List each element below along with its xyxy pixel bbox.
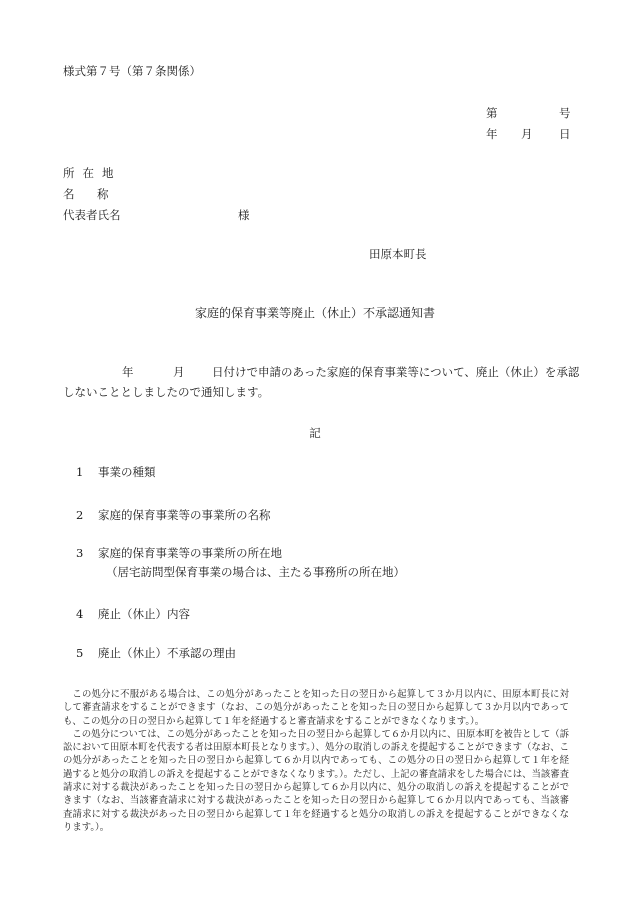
notice-paragraph: この処分に不服がある場合は、この処分があったことを知った日の翌日から起算して３か月以内に、田原本町長に対して審査請求をすることができます（なお、この処分があったことを知った日の翌日から起算して３か月以内であっても、この処分の日の翌日から起算して１年を経過すると審査請求をすることができなくなります。）。 bbox=[63, 689, 569, 727]
ki-heading: 記 bbox=[309, 426, 321, 440]
name-label-char-1: 名 bbox=[63, 187, 75, 201]
item-number: 1 bbox=[76, 465, 84, 479]
name-label-char-2: 称 bbox=[97, 187, 109, 201]
item-text: 家庭的保育事業等の事業所の所在地 bbox=[98, 546, 282, 560]
representative-label: 代表者氏名 bbox=[63, 208, 121, 222]
notice-paragraph: この処分については、この処分があったことを知った日の翌日から起算して６か月以内に、田原本町を被告として（訴訟において田原本町を代表する者は田原本町長となります。）、処分の取消しの訴えを提起することができます（なお、この処分があったことを知った日の翌日から起算して６か月以内であっても、この処分の日の翌日から起算して１年を経過すると処分の取消しの訴えを提起することができなくなります。）。ただし、上記の審査請求をした場合には、当該審査請求に対する裁決があったことを知った日の翌日から起算して６か月以内に、処分の取消しの訴えを提起することができます（なお、当該審査請求に対する裁決があったことを知った日の翌日から起算して６か月以内であっても、当該審査請求に対する裁決があった日の翌日から起算して１年を経過すると処分の取消しの訴えを提起することができなくなります。）。 bbox=[63, 728, 569, 833]
item-number: 5 bbox=[76, 646, 84, 660]
date-month-label: 月 bbox=[521, 127, 533, 141]
body-line-2: しないこととしましたので通知します。 bbox=[63, 385, 270, 399]
honorific: 様 bbox=[238, 208, 250, 222]
item-number: 2 bbox=[76, 508, 84, 522]
doc-number-label: 第 bbox=[486, 106, 498, 120]
name-label bbox=[63, 187, 109, 201]
date-year-label: 年 bbox=[486, 127, 498, 141]
item-number: 3 bbox=[76, 546, 84, 560]
sender-name: 田原本町長 bbox=[369, 247, 427, 261]
item-text: 事業の種類 bbox=[98, 465, 156, 479]
item-text: 家庭的保育事業等の事業所の名称 bbox=[98, 508, 271, 522]
doc-number-suffix: 号 bbox=[559, 106, 571, 120]
form-number: 様式第７号（第７条関係） bbox=[63, 64, 201, 78]
body-month-label: 月 bbox=[173, 365, 185, 379]
address-label: 所在地 bbox=[63, 166, 122, 180]
date-day-label: 日 bbox=[559, 127, 571, 141]
document-title: 家庭的保育事業等廃止（休止）不承認通知書 bbox=[194, 306, 435, 320]
item-number: 4 bbox=[76, 607, 84, 621]
item-text: 廃止（休止）不承認の理由 bbox=[98, 646, 236, 660]
body-line-1-text: 日付けで申請のあった家庭的保育事業等について、廃止（休止）を承認 bbox=[212, 365, 580, 379]
item-note: （居宅訪問型保育事業の場合は、主たる事務所の所在地） bbox=[106, 565, 405, 579]
body-year-label: 年 bbox=[122, 365, 134, 379]
appeal-notice bbox=[63, 688, 569, 834]
item-text: 廃止（休止）内容 bbox=[98, 607, 190, 621]
